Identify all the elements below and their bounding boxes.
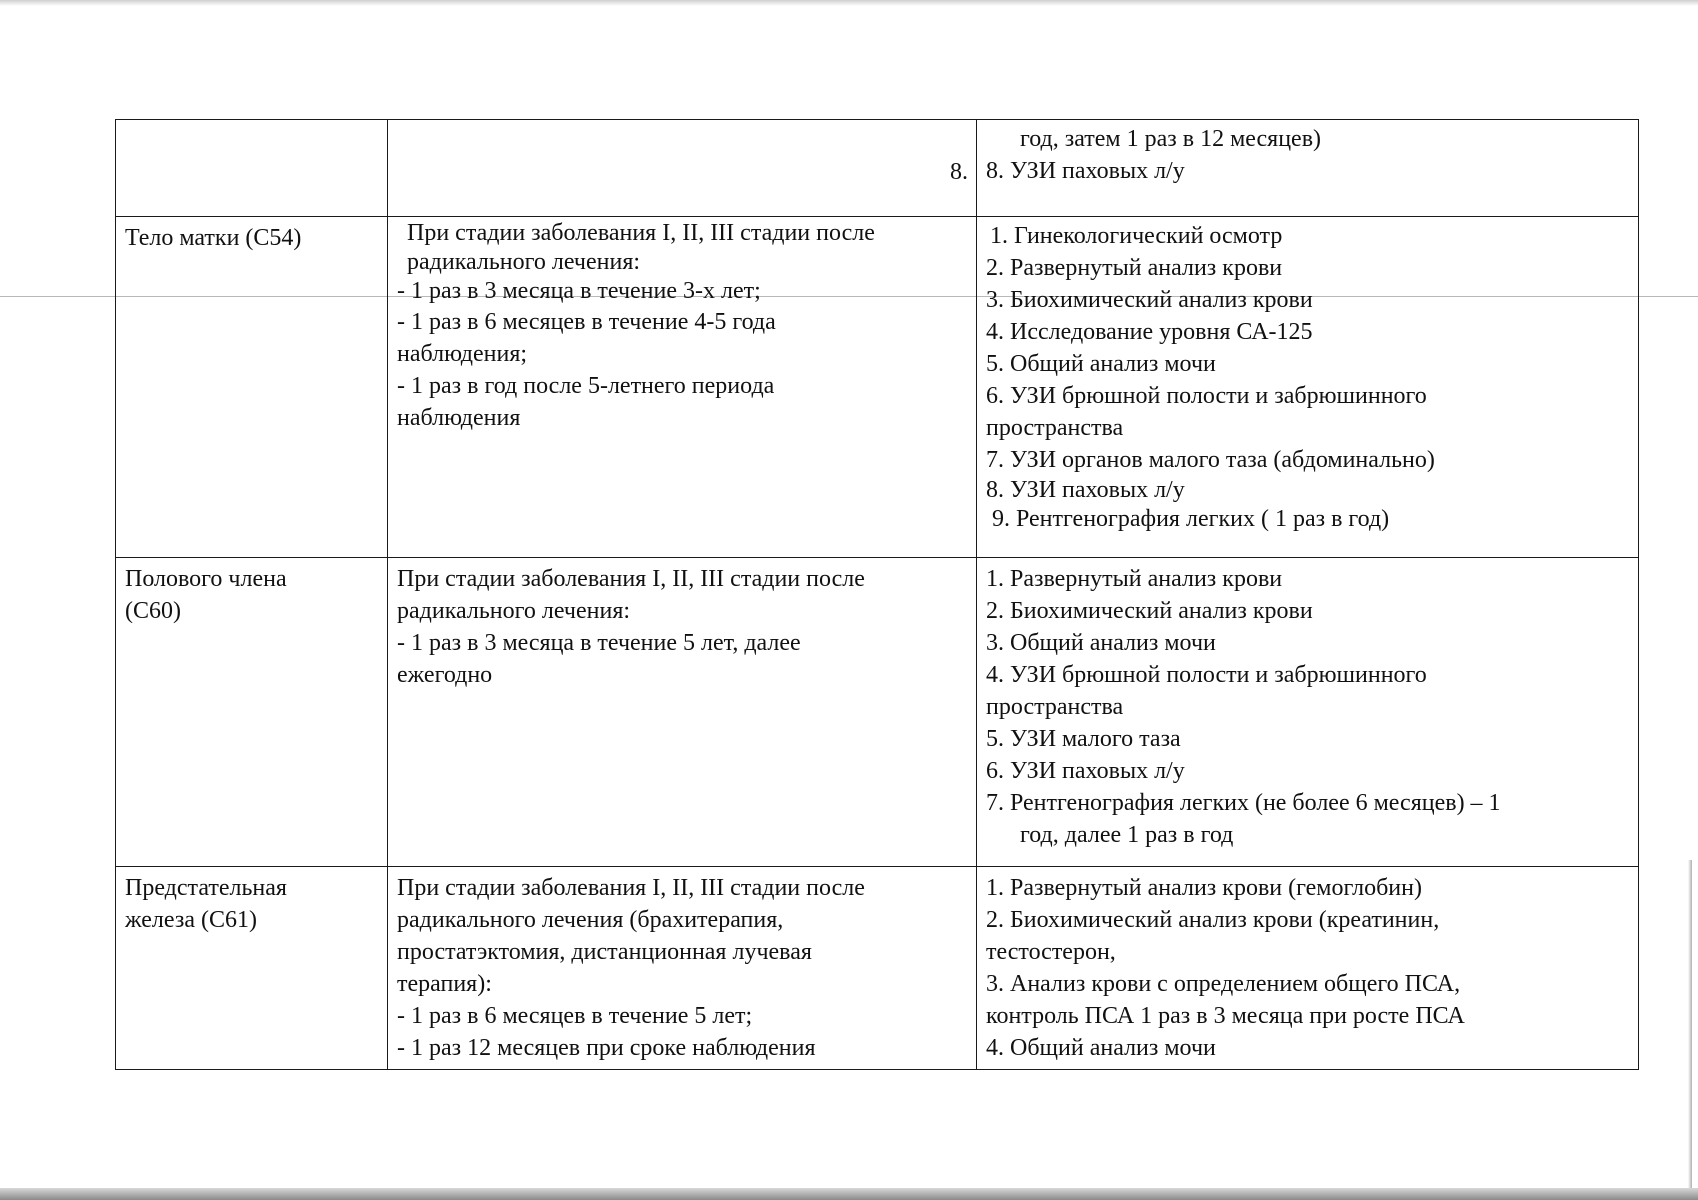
exam-line: 3. Анализ крови с определением общего ПСА, xyxy=(986,971,1461,997)
exam-line: 7. Рентгенография легких (не более 6 месяцев) – 1 xyxy=(986,790,1501,816)
exam-line: 2. Развернутый анализ крови xyxy=(986,255,1283,281)
exam-line: 8. УЗИ паховых л/у xyxy=(986,158,1185,184)
exam-line: пространства xyxy=(986,694,1124,720)
table-row-penis xyxy=(116,558,1639,867)
exam-line: год, далее 1 раз в год xyxy=(1020,822,1234,848)
regimen-line: - 1 раз в 6 месяцев в течение 4-5 года xyxy=(397,309,776,335)
exam-line: 1. Гинекологический осмотр xyxy=(990,223,1283,249)
exam-line: контроль ПСА 1 раз в 3 месяца при росте ПСА xyxy=(986,1003,1465,1029)
exam-line: 4. Общий анализ мочи xyxy=(986,1035,1216,1061)
regimen-line: радикального лечения: xyxy=(407,249,641,275)
organ-name: железа (С61) xyxy=(125,907,257,933)
organ-name: Предстательная xyxy=(125,875,287,901)
exam-line: тестостерон, xyxy=(986,939,1116,965)
table-row-prostate xyxy=(116,867,1639,1070)
regimen-line: При стадии заболевания I, II, III стадии после xyxy=(397,566,865,592)
exam-line: 4. Исследование уровня СА-125 xyxy=(986,319,1313,345)
regimen-line: При стадии заболевания I, II, III стадии после xyxy=(407,220,875,246)
organ-cell xyxy=(116,867,388,1070)
exam-line: 7. УЗИ органов малого таза (абдоминально) xyxy=(986,447,1435,473)
exam-line: 1. Развернутый анализ крови xyxy=(986,566,1283,592)
exam-line: 6. УЗИ брюшной полости и забрюшинного xyxy=(986,383,1427,409)
exam-line: 2. Биохимический анализ крови xyxy=(986,598,1313,624)
regimen-line: - 1 раз в 3 месяца в течение 3-х лет; xyxy=(397,278,761,304)
exams-cell xyxy=(977,867,1639,1070)
organ-name: (С60) xyxy=(125,598,181,624)
table-row-corpus-uteri xyxy=(116,217,1639,558)
exam-line: 9. Рентгенография легких ( 1 раз в год) xyxy=(992,506,1390,532)
exam-line: 3. Биохимический анализ крови xyxy=(986,287,1313,313)
exams-cell xyxy=(977,120,1639,217)
regimen-line: При стадии заболевания I, II, III стадии после xyxy=(397,875,865,901)
exam-line: 3. Общий анализ мочи xyxy=(986,630,1216,656)
regimen-line: радикального лечения (брахитерапия, xyxy=(397,907,784,933)
followup-table xyxy=(115,119,1639,1070)
exam-line: 1. Развернутый анализ крови (гемоглобин) xyxy=(986,875,1422,901)
regimen-line: наблюдения xyxy=(397,405,521,431)
scan-edge-top xyxy=(0,0,1698,6)
organ-cell xyxy=(116,558,388,867)
regimen-line: - 1 раз в 6 месяцев в течение 5 лет; xyxy=(397,1003,753,1029)
regimen-cell xyxy=(388,217,977,558)
regimen-line: радикального лечения: xyxy=(397,598,631,624)
scan-edge-right xyxy=(1688,860,1692,1190)
exam-line: пространства xyxy=(986,415,1124,441)
organ-name: Полового члена xyxy=(125,566,287,592)
scan-edge-bottom xyxy=(0,1188,1698,1200)
regimen-line: наблюдения; xyxy=(397,341,528,367)
organ-cell xyxy=(116,120,388,217)
exam-line: 6. УЗИ паховых л/у xyxy=(986,758,1185,784)
regimen-line: простатэктомия, дистанционная лучевая xyxy=(397,939,812,965)
organ-name: Тело матки (С54) xyxy=(125,225,302,251)
regimen-line: ежегодно xyxy=(397,662,493,688)
regimen-line: терапия): xyxy=(397,971,492,997)
exams-cell xyxy=(977,558,1639,867)
exam-line: 2. Биохимический анализ крови (креатинин, xyxy=(986,907,1440,933)
regimen-line: - 1 раз 12 месяцев при сроке наблюдения xyxy=(397,1035,816,1061)
table-row-continuation xyxy=(116,120,1639,217)
exam-line: год, затем 1 раз в 12 месяцев) xyxy=(1020,126,1322,152)
exam-line: 4. УЗИ брюшной полости и забрюшинного xyxy=(986,662,1427,688)
exam-line: 5. Общий анализ мочи xyxy=(986,351,1216,377)
exam-line: 8. УЗИ паховых л/у xyxy=(986,477,1185,503)
regimen-line: - 1 раз в год после 5-летнего периода xyxy=(397,373,775,399)
organ-cell xyxy=(116,217,388,558)
regimen-line: 8. xyxy=(950,159,968,185)
regimen-line: - 1 раз в 3 месяца в течение 5 лет, далее xyxy=(397,630,801,656)
exam-line: 5. УЗИ малого таза xyxy=(986,726,1181,752)
regimen-cell xyxy=(388,867,977,1070)
regimen-cell xyxy=(388,558,977,867)
exams-cell xyxy=(977,217,1639,558)
regimen-cell xyxy=(388,120,977,217)
